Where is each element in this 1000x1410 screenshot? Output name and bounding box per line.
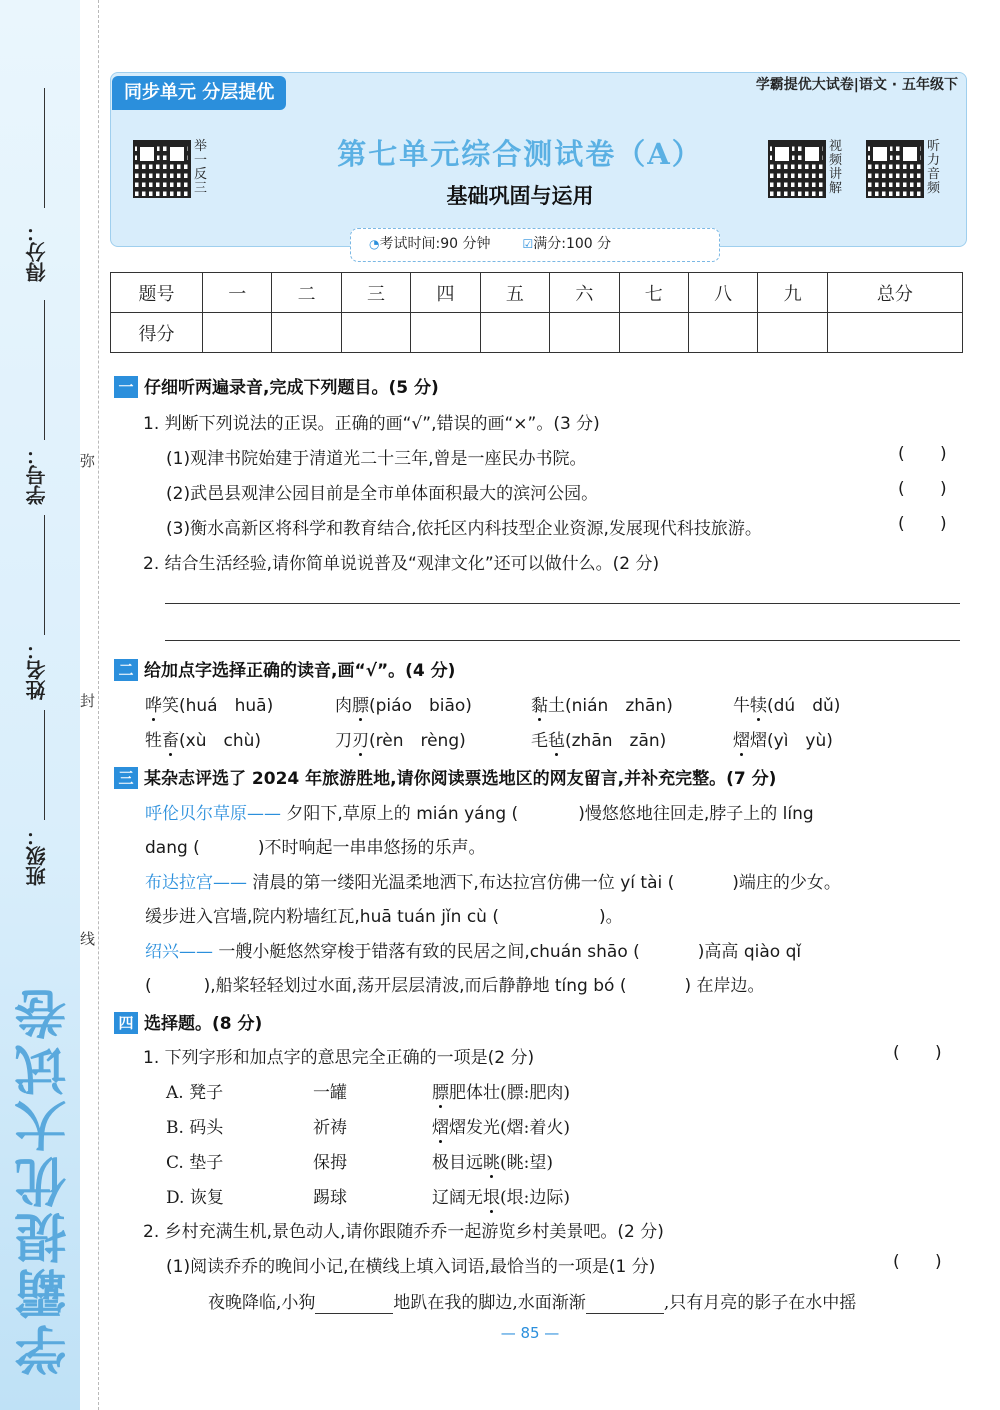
score-input-cell[interactable] — [688, 313, 757, 353]
table-header-cell: 得分 — [111, 313, 203, 353]
dotted-char: 膘 — [352, 696, 369, 716]
table-row — [111, 313, 963, 353]
section-1-heading — [114, 373, 439, 398]
passage-line — [208, 1288, 856, 1314]
option-label[interactable]: B. 码头 — [166, 1118, 224, 1138]
s4-question-2: 2. 乡村充满生机,景色动人,请你跟随乔乔一起游览乡村美景吧。(2 分) — [143, 1222, 664, 1242]
plain-char: 牲 — [145, 731, 162, 751]
score-input-cell[interactable] — [619, 313, 688, 353]
plain-char: 肉 — [335, 696, 352, 716]
s1-item-3: (3)衡水高新区将科学和教育结合,依托区内科技型企业资源,发展现代科技旅游。 — [166, 519, 762, 539]
pinyin-options: 笑(huá huā) — [162, 696, 274, 716]
page-subtitle: 基础巩固与运用 — [446, 184, 594, 208]
text: )端庄的少女。 — [732, 873, 841, 893]
s3-paragraph-2-line-2 — [145, 902, 623, 927]
dotted-char: 哗 — [145, 696, 162, 716]
text: (眺:望) — [500, 1153, 553, 1173]
place-name: 布达拉宫—— — [145, 873, 247, 893]
plain-char: 刀 — [335, 731, 352, 751]
qr-caption-audio: 听力音频 — [927, 139, 941, 196]
text: (垠:边际) — [500, 1188, 570, 1208]
s3-paragraph-3-line-2 — [145, 971, 765, 996]
option-word: 保拇 — [313, 1153, 347, 1173]
brand-logo: 学霸提优大试卷 — [16, 984, 76, 1376]
answer-paren[interactable]: ( ) — [893, 1252, 942, 1272]
seal-char-3: 线 — [80, 930, 96, 948]
text: ,只有月亮的影子在水中摇 — [663, 1293, 857, 1313]
table-cell: 四 — [411, 273, 480, 313]
option-label[interactable]: C. 垫子 — [166, 1153, 224, 1173]
table-cell: 八 — [688, 273, 757, 313]
pinyin-options: 熠(yì yù) — [750, 731, 833, 751]
text: ),船桨轻轻划过水面,荡开层层清波,而后静静地 tíng bó ( — [203, 976, 627, 996]
option-word: 踢球 — [313, 1188, 347, 1208]
pinyin-options: (dú dǔ) — [767, 696, 841, 716]
text: 夕阳下,草原上的 mián yáng ( — [286, 804, 519, 824]
table-row — [111, 273, 963, 313]
page-title: 第七单元综合测试卷（A） — [337, 137, 703, 171]
text: 肥体壮(膘:肥肉) — [449, 1083, 570, 1103]
answer-line[interactable] — [165, 640, 960, 641]
id-label: 学号： — [25, 445, 49, 505]
score-input-cell[interactable] — [827, 313, 962, 353]
text: 一艘小艇悠然穿梭于错落有致的民居之间,chuán shāo ( — [218, 942, 640, 962]
table-cell: 七 — [619, 273, 688, 313]
section-3-title: 某杂志评选了 2024 年旅游胜地,请你阅读票选地区的网友留言,并补充完整。(7 分) — [144, 769, 777, 789]
pinyin-choice[interactable] — [335, 691, 472, 716]
s3-paragraph-2-line-1 — [145, 868, 841, 893]
pinyin-choice[interactable] — [531, 726, 666, 751]
score-label: 得分： — [25, 222, 49, 282]
dotted-char: 熠 — [432, 1118, 449, 1138]
pinyin-choice[interactable] — [145, 691, 273, 716]
score-input-cell[interactable] — [341, 313, 410, 353]
section-4-title: 选择题。(8 分) — [144, 1014, 263, 1034]
answer-line[interactable] — [165, 603, 960, 604]
dotted-char: 黏 — [531, 696, 548, 716]
text: ( — [145, 976, 152, 996]
plain-char: 毛 — [531, 731, 548, 751]
answer-paren[interactable]: ( ) — [898, 479, 947, 499]
pinyin-choice[interactable] — [335, 726, 466, 751]
fill-blank[interactable] — [586, 1293, 664, 1314]
plain-char: 牛 — [733, 696, 750, 716]
text: 极目远 — [432, 1153, 483, 1173]
text: 熠发光(熠:着火) — [449, 1118, 570, 1138]
text: 夜晚降临,小狗 — [208, 1293, 316, 1313]
score-input-cell[interactable] — [550, 313, 619, 353]
section-4-heading — [114, 1009, 262, 1034]
score-input-cell[interactable] — [411, 313, 480, 353]
class-label: 班级： — [25, 826, 49, 886]
table-cell: 九 — [758, 273, 827, 313]
check-icon: ☑ — [522, 237, 534, 251]
qr-caption-practice: 举一反三 — [194, 139, 208, 196]
table-cell: 三 — [341, 273, 410, 313]
full-score: 满分:100 分 — [533, 236, 612, 252]
binding-dashed-line — [98, 0, 99, 1410]
class-write-line — [44, 710, 45, 820]
section-3-heading — [114, 764, 776, 789]
pinyin-options: (xù chù) — [179, 731, 261, 751]
page-number: — 85 — — [500, 1324, 560, 1342]
series-label: 学霸提优大试卷|语文 · 五年级下 — [755, 77, 958, 93]
section-badge: 一 — [114, 376, 138, 398]
dotted-char: 熠 — [733, 731, 750, 751]
s4-question-1: 1. 下列字形和加点字的意思完全正确的一项是(2 分) — [143, 1048, 535, 1068]
exam-time: 考试时间:90 分钟 — [379, 236, 491, 252]
table-header-cell: 题号 — [111, 273, 203, 313]
score-input-cell[interactable] — [480, 313, 549, 353]
pinyin-choice[interactable] — [145, 726, 261, 751]
option-phrase — [432, 1113, 570, 1138]
pinyin-options: (zhān zān) — [565, 731, 667, 751]
dotted-char: 垠 — [483, 1188, 500, 1208]
sync-tag: 同步单元 分层提优 — [112, 76, 286, 110]
seal-char-2: 封 — [80, 692, 96, 710]
option-phrase — [432, 1148, 553, 1173]
table-cell: 一 — [203, 273, 272, 313]
section-2-title: 给加点字选择正确的读音,画“√”。(4 分) — [144, 661, 456, 681]
qr-caption-video: 视频讲解 — [829, 139, 843, 196]
s3-paragraph-1-line-1 — [145, 799, 814, 824]
pinyin-choice[interactable] — [531, 691, 673, 716]
answer-paren[interactable]: ( ) — [893, 1043, 942, 1063]
dotted-char: 畜 — [162, 731, 179, 751]
section-2-heading — [114, 656, 455, 681]
score-input-cell[interactable] — [758, 313, 827, 353]
table-cell: 二 — [272, 273, 341, 313]
dotted-char: 刃 — [352, 731, 369, 751]
pinyin-options: (piáo biāo) — [369, 696, 472, 716]
place-name: 绍兴—— — [145, 942, 213, 962]
option-label[interactable]: D. 诙复 — [166, 1188, 224, 1208]
s3-paragraph-3-line-1 — [145, 937, 801, 962]
pinyin-choice[interactable] — [733, 691, 840, 716]
table-cell: 总分 — [827, 273, 962, 313]
pinyin-options: 土(nián zhān) — [548, 696, 673, 716]
name-write-line — [44, 515, 45, 635]
text: )慢悠悠地往回走,脖子上的 líng — [578, 804, 814, 824]
dotted-char: 犊 — [750, 696, 767, 716]
option-phrase — [432, 1183, 570, 1208]
option-phrase — [432, 1078, 570, 1103]
text: 辽阔无 — [432, 1188, 483, 1208]
score-table — [110, 272, 963, 353]
section-badge: 四 — [114, 1012, 138, 1034]
s1-item-2: (2)武邑县观津公园目前是全市单体面积最大的滨河公园。 — [166, 484, 599, 504]
s1-question-2: 2. 结合生活经验,请你简单说说普及“观津文化”还可以做什么。(2 分) — [143, 554, 660, 574]
exam-info — [350, 228, 720, 262]
s1-question-1: 1. 判断下列说法的正误。正确的画“√”,错误的画“×”。(3 分) — [143, 414, 600, 434]
option-label[interactable]: A. 凳子 — [166, 1083, 224, 1103]
fill-blank[interactable] — [315, 1293, 393, 1314]
section-badge: 三 — [114, 767, 138, 789]
seal-char-1: 弥 — [80, 452, 96, 470]
text: 缓步进入宫墙,院内粉墙红瓦,huā tuán jǐn cù ( — [145, 907, 499, 927]
section-badge: 二 — [114, 659, 138, 681]
name-label: 姓名： — [25, 640, 49, 700]
option-word: 一罐 — [313, 1083, 347, 1103]
text: ) 在岸边。 — [684, 976, 765, 996]
dotted-char: 膘 — [432, 1083, 449, 1103]
answer-paren[interactable]: ( ) — [898, 444, 947, 464]
s1-item-1: (1)观津书院始建于清道光二十三年,曾是一座民办书院。 — [166, 449, 587, 469]
option-word: 祈祷 — [313, 1118, 347, 1138]
score-input-cell[interactable] — [203, 313, 272, 353]
dotted-char: 毡 — [548, 731, 565, 751]
dotted-char: 眺 — [483, 1153, 500, 1173]
clock-icon: ◔ — [369, 237, 380, 251]
pinyin-choice[interactable] — [733, 726, 833, 751]
text: )。 — [599, 907, 623, 927]
text: dang ( — [145, 838, 200, 858]
table-cell: 六 — [550, 273, 619, 313]
s3-paragraph-1-line-2 — [145, 833, 485, 858]
score-input-cell[interactable] — [272, 313, 341, 353]
s4-question-2-1: (1)阅读乔乔的晚间小记,在横线上填入词语,最恰当的一项是(1 分) — [166, 1257, 656, 1277]
text: 地趴在我的脚边,水面渐渐 — [393, 1293, 586, 1313]
table-cell: 五 — [480, 273, 549, 313]
text: )高高 qiào qǐ — [697, 942, 802, 962]
pinyin-options: (rèn rèng) — [369, 731, 466, 751]
place-name: 呼伦贝尔草原—— — [145, 804, 281, 824]
text: )不时响起一串串悠扬的乐声。 — [257, 838, 486, 858]
section-1-title: 仔细听两遍录音,完成下列题目。(5 分) — [144, 378, 439, 398]
id-write-line — [44, 300, 45, 440]
text: 清晨的第一缕阳光温柔地洒下,布达拉宫仿佛一位 yí tài ( — [252, 873, 675, 893]
answer-paren[interactable]: ( ) — [898, 514, 947, 534]
